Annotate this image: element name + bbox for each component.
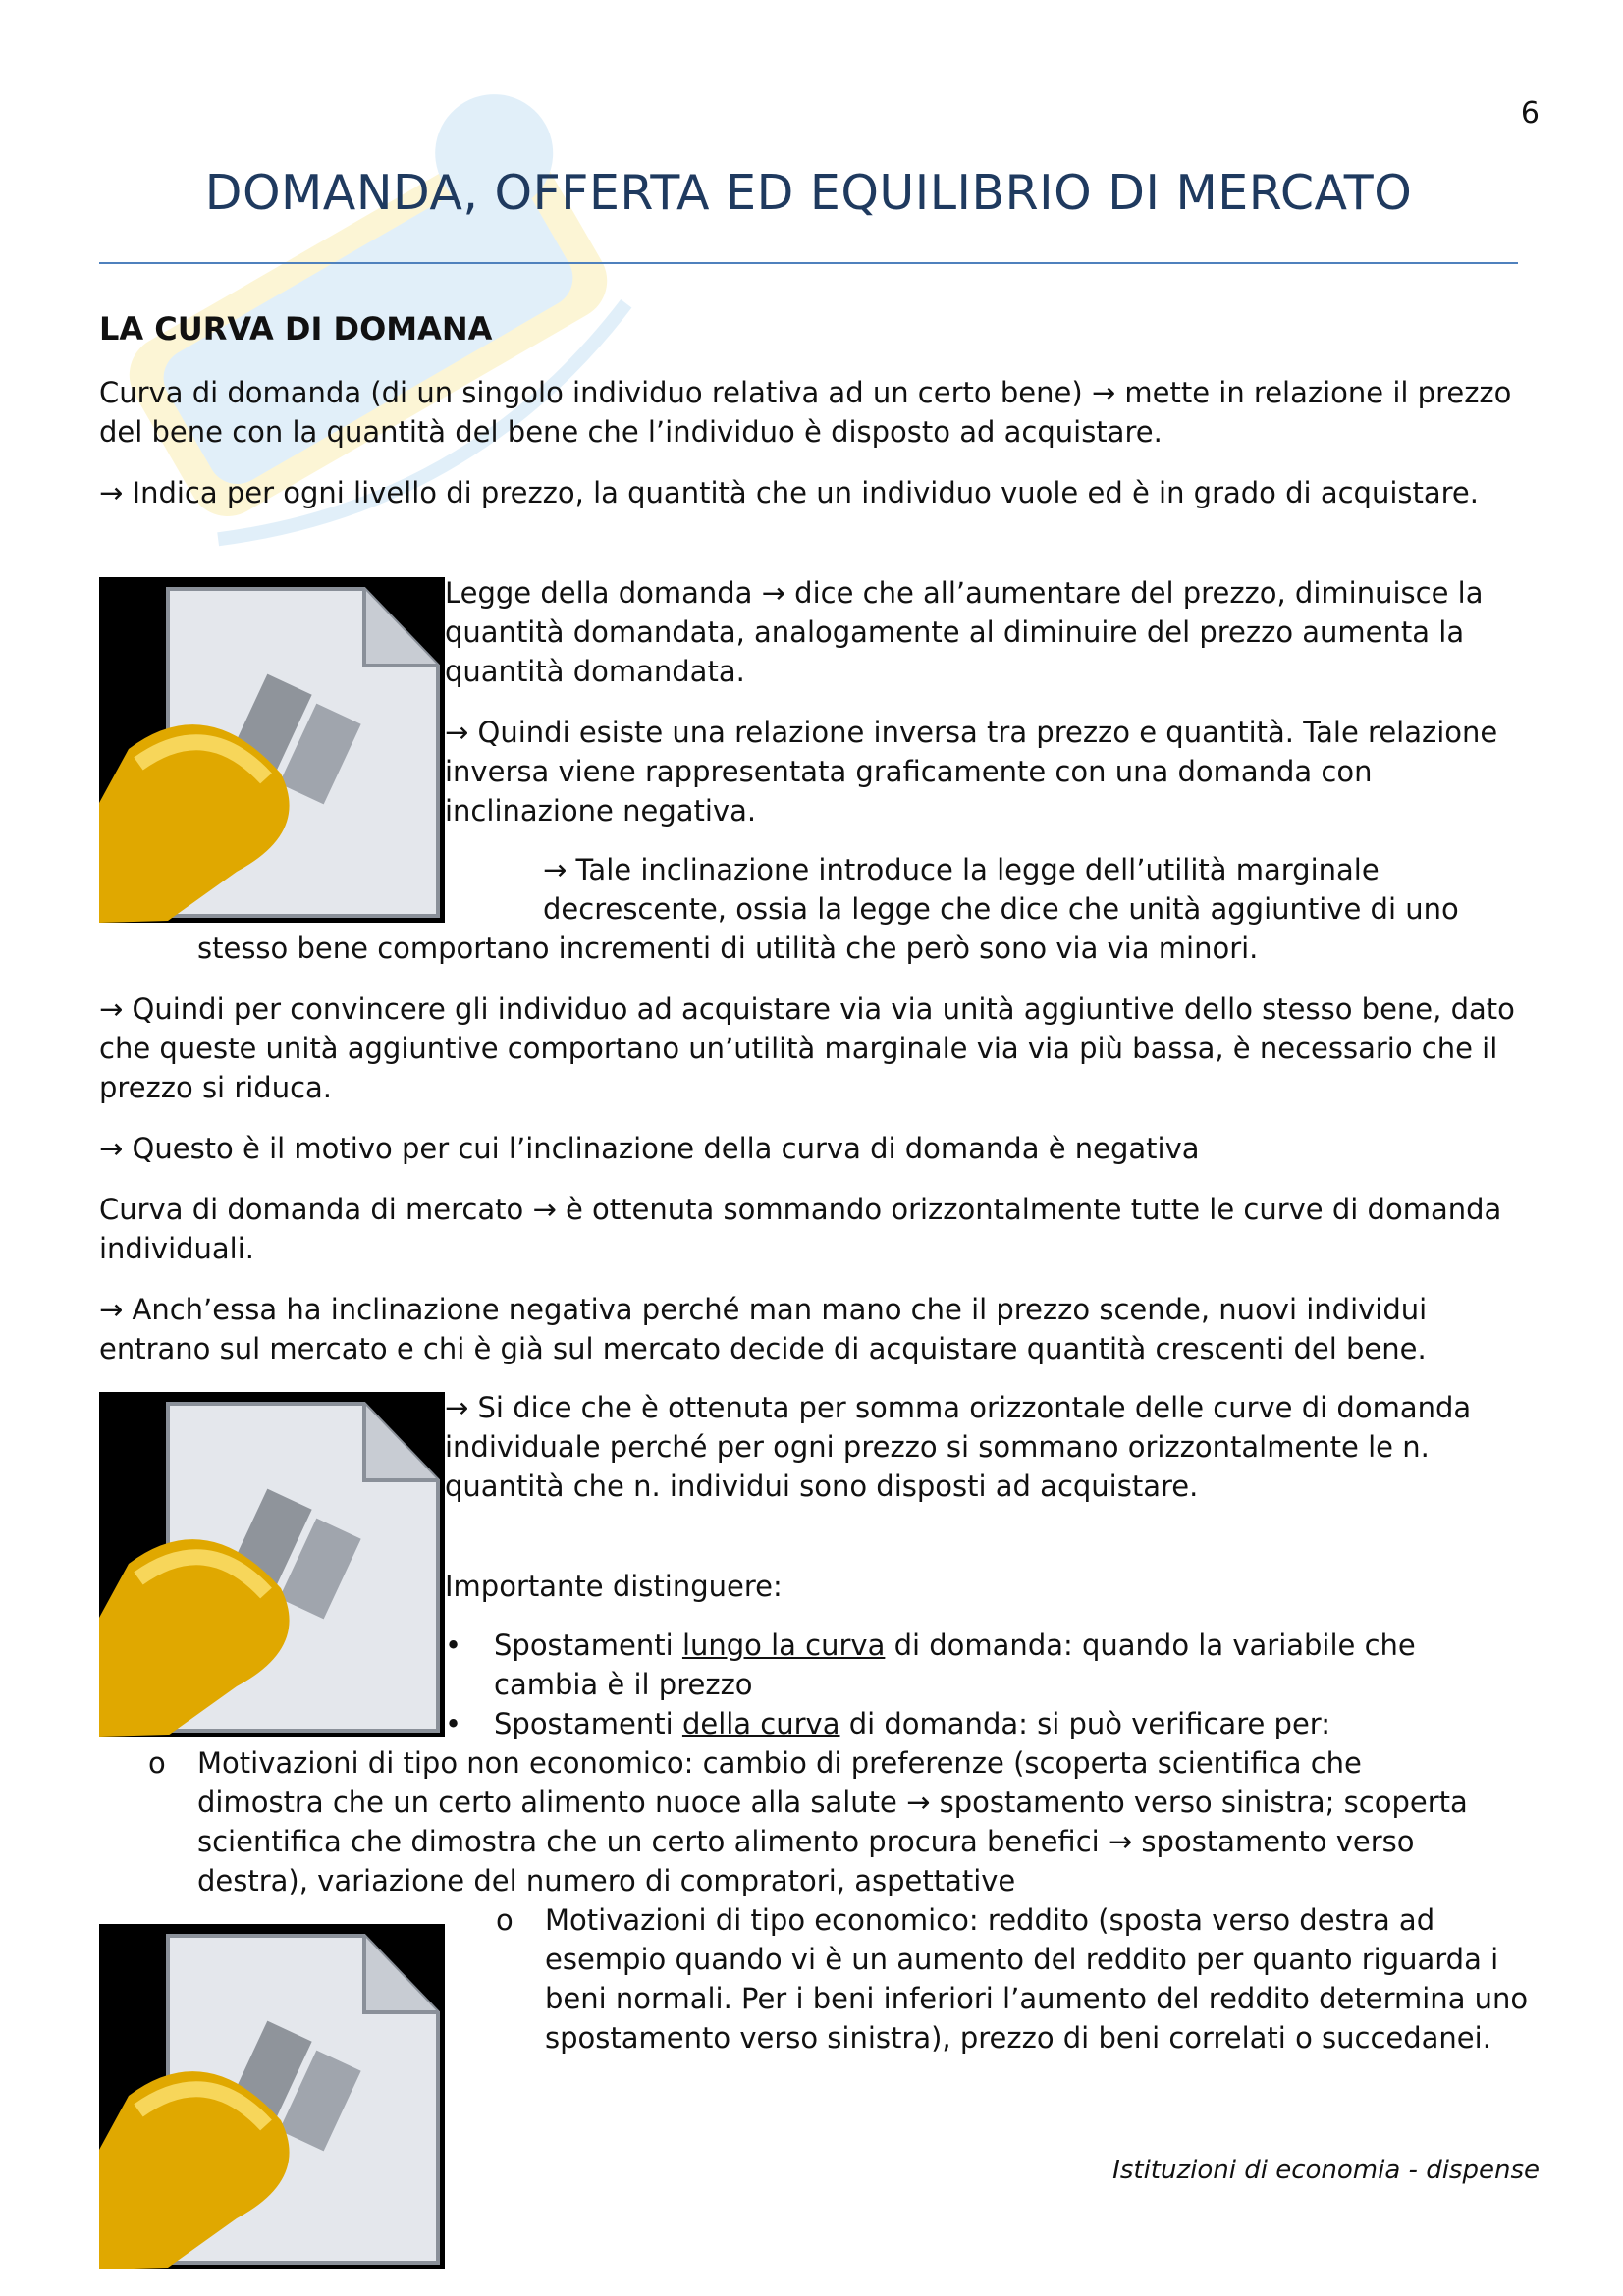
paragraph-important: Importante distinguere: — [445, 1570, 783, 1603]
title-divider — [99, 262, 1518, 264]
paragraph-inverse-relation: → Quindi esiste una relazione inversa tra prezzo e quantità. Tale relazione inversa viene rappresentata graficamente con una domanda con inclinazione negativa. — [445, 716, 1498, 828]
paragraph-law-of-demand: Legge della domanda → dice che all’aumentare del prezzo, diminuisce la quantità domandata, analogamente al diminuire del prezzo aumenta la quantità domandata. — [445, 576, 1484, 688]
bullet-mark: o — [496, 1903, 514, 1937]
list-item — [148, 1743, 1484, 1900]
list-item-text: Motivazioni di tipo non economico: cambio di preferenze (scoperta scientifica che dimostra che un certo alimento nuoce alla salute → spostamento verso sinistra; scoperta scientifica che dimostra che un certo alimento procura benefici → spostamento verso destra), variazione del numero di compratori, aspettative — [197, 1746, 1468, 1897]
paragraph-indicates: → Indica per ogni livello di prezzo, la quantità che un individuo vuole ed è in grado di acquistare. — [99, 476, 1479, 509]
list-item: • Spostamenti della curva di domanda: si può verificare per: — [445, 1704, 1535, 1743]
paragraph-inclination-1: → Tale inclinazione introduce la legge dell’utilità marginale — [543, 853, 1380, 886]
section-heading: LA CURVA DI DOMANA — [99, 310, 493, 347]
bullet-mark: o — [148, 1746, 166, 1780]
watermark-logo — [29, 79, 736, 628]
paragraph-demand-curve: Curva di domanda (di un singolo individuo relativa ad un certo bene) → mette in relazione il prezzo del bene con la quantità del bene che l’individuo è disposto ad acquistare. — [99, 376, 1512, 449]
footer-text: Istituzioni di economia - dispense — [1112, 2156, 1540, 2185]
paragraph-market-demand: Curva di domanda di mercato → è ottenuta sommando orizzontalmente tutte le curve di domanda individuali. — [99, 1193, 1502, 1265]
page-number: 6 — [1520, 96, 1540, 131]
plugin-file-icon — [99, 577, 445, 923]
underlined-term: della curva — [681, 1707, 840, 1740]
underlined-term: lungo la curva — [681, 1629, 886, 1662]
page-title: DOMANDA, OFFERTA ED EQUILIBRIO DI MERCATO — [204, 165, 1413, 221]
paragraph-inclination-3: stesso bene comportano incrementi di utilità che però sono via via minori. — [197, 932, 1259, 965]
list-item — [496, 1900, 1537, 2057]
paragraph-horizontal-sum: → Si dice che è ottenuta per somma orizzontale delle curve di domanda individuale perché per ogni prezzo si sommano orizzontalmente le n. quantità che n. individui sono disposti ad acquistare. — [445, 1391, 1472, 1503]
paragraph-convince: → Quindi per convincere gli individuo ad acquistare via via unità aggiuntive dello stesso bene, dato che queste unità aggiuntive comportano un’utilità marginale via via più bassa, è necessario che il prezzo si riduca. — [99, 992, 1515, 1104]
paragraph-reason: → Questo è il motivo per cui l’inclinazione della curva di domanda è negativa — [99, 1132, 1200, 1165]
plugin-file-icon — [99, 1924, 445, 2269]
plugin-file-icon — [99, 1392, 445, 1737]
paragraph-negative-slope: → Anch’essa ha inclinazione negativa perché man mano che il prezzo scende, nuovi individui entrano sul mercato e chi è già sul mercato decide di acquistare quantità crescenti del bene. — [99, 1293, 1428, 1365]
list-item-text: Motivazioni di tipo economico: reddito (sposta verso destra ad esempio quando vi è un aumento del reddito per quanto riguarda i beni normali. Per i beni inferiori l’aumento del reddito determina uno spostamento verso sinistra), prezzo di beni correlati o succedanei. — [545, 1903, 1529, 2055]
list-item: • Spostamenti lungo la curva di domanda: quando la variabile che cambia è il prezzo — [445, 1626, 1535, 1704]
bullet-mark: • — [445, 1707, 462, 1740]
bullet-mark: • — [445, 1629, 462, 1662]
paragraph-inclination-2: decrescente, ossia la legge che dice che unità aggiuntive di uno — [543, 892, 1459, 926]
